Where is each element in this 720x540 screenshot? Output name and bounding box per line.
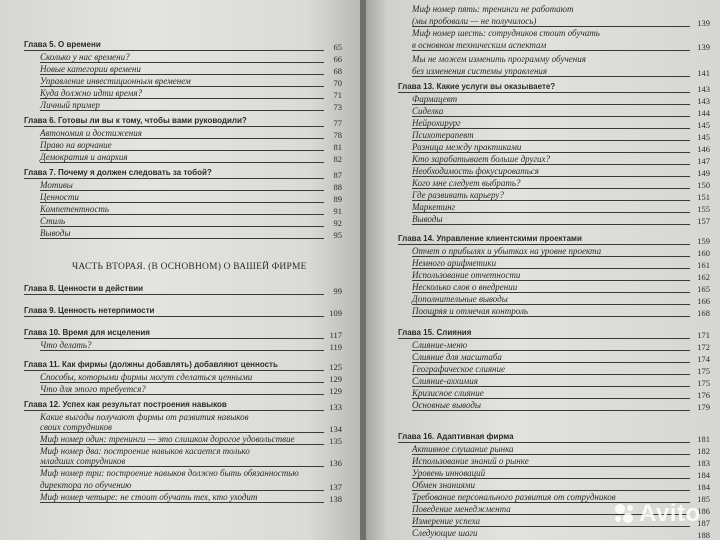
toc-item: Фармацевт [412, 94, 458, 104]
page-number: 143 [697, 84, 710, 94]
toc-item: Измерение успеха [412, 516, 480, 526]
toc-item-cont: в основном техническим аспектам [412, 40, 547, 50]
leader-line [412, 104, 690, 105]
page-number: 179 [697, 402, 710, 412]
page-number: 159 [697, 236, 710, 246]
page-number: 171 [697, 330, 710, 340]
page-number: 145 [697, 120, 710, 130]
page-number: 99 [333, 286, 342, 296]
toc-item: Управление инвестиционным временем [40, 76, 191, 86]
page-number: 134 [329, 424, 342, 434]
toc-item: Миф номер шесть: сотрудников стоит обучать [412, 28, 600, 38]
leader-line [24, 338, 324, 339]
leader-line [40, 394, 324, 395]
leader-line [398, 442, 690, 443]
leader-line [40, 444, 324, 445]
toc-item: Обмен знаниями [412, 480, 476, 490]
toc-item: Психотерапевт [412, 130, 474, 140]
avito-watermark [612, 500, 701, 528]
leader-line [40, 490, 324, 491]
page-number: 71 [333, 90, 342, 100]
toc-item: Кто зарабатывает больше других? [412, 154, 551, 164]
page-number: 165 [697, 284, 710, 294]
leader-line [40, 190, 324, 191]
leader-line [40, 466, 324, 467]
leader-line [40, 432, 324, 433]
toc-item-cont: директора по обучению [40, 480, 132, 490]
toc-item: Разница между практиками [412, 142, 522, 152]
page-number: 151 [697, 192, 710, 202]
leader-line [412, 152, 690, 153]
page-number: 175 [697, 378, 710, 388]
toc-item: Где развивать карьеру? [412, 190, 504, 200]
page-number: 129 [329, 386, 342, 396]
leader-line [412, 224, 690, 225]
toc-item: Необходимость фокусироваться [412, 166, 539, 176]
ch9-title: Глава 9. Ценность нетерпимости [24, 306, 155, 315]
leader-line [398, 338, 690, 339]
page-number: 89 [333, 194, 342, 204]
page-number: 155 [697, 204, 710, 214]
ch7-title: Глава 7. Почему я должен следовать за тобой? [24, 168, 212, 177]
leader-line [412, 256, 690, 257]
toc-item: Какие выгоды получают фирмы от развития навыков [40, 412, 249, 422]
toc-item: Право на ворчание [40, 140, 112, 150]
toc-item: Ценности [40, 192, 79, 202]
toc-item: Дополнительные выводы [412, 294, 508, 304]
page-number: 87 [333, 170, 342, 180]
leader-line [412, 304, 690, 305]
page-number: 161 [697, 260, 710, 270]
leader-line [412, 454, 690, 455]
toc-item: Мотивы [40, 180, 73, 190]
leader-line [412, 410, 690, 411]
leader-line [412, 350, 690, 351]
page-number: 147 [697, 156, 710, 166]
toc-item: Поощряя и отмечая контроль [412, 306, 529, 316]
leader-line [412, 386, 690, 387]
page-number: 109 [329, 308, 342, 318]
leader-line [40, 110, 324, 111]
ch5-title: Глава 5. О времени [24, 40, 101, 49]
leader-line [412, 466, 690, 467]
leader-line [40, 162, 324, 163]
leader-line [40, 202, 324, 203]
page-number: 81 [333, 142, 342, 152]
page-number: 175 [697, 366, 710, 376]
leader-line [24, 294, 324, 295]
leader-line [24, 178, 324, 179]
leader-line [412, 50, 690, 51]
toc-item: Географическое слияние [412, 364, 505, 374]
toc-item-cont: своих сотрудников [40, 422, 112, 432]
leader-line [24, 316, 324, 317]
page-number: 157 [697, 216, 710, 226]
toc-item: Сиделка [412, 106, 444, 116]
page-number: 168 [697, 308, 710, 318]
ch11-title: Глава 11. Как фирмы (должны добавлять) добавляют ценность [24, 360, 278, 369]
page-number: 184 [697, 470, 710, 480]
toc-item: Что делать? [40, 340, 92, 350]
page-number: 137 [329, 482, 342, 492]
toc-item: Личный пример [40, 100, 100, 110]
page-number: 139 [697, 18, 710, 28]
page-number: 186 [697, 506, 710, 516]
toc-item: Слияние-аххимия [412, 376, 478, 386]
page-number: 149 [697, 168, 710, 178]
ch12-title: Глава 12. Успех как результат построения навыков [24, 400, 227, 409]
ch16-title: Глава 16. Адаптивная фирма [398, 432, 514, 441]
page-number: 182 [697, 446, 710, 456]
page-number: 117 [329, 330, 342, 340]
page-number: 95 [333, 230, 342, 240]
page-number: 141 [697, 68, 710, 78]
page-number: 160 [697, 248, 710, 258]
toc-item: Автономия и достижения [40, 128, 142, 138]
page-number: 119 [329, 342, 342, 352]
leader-line [412, 188, 690, 189]
leader-line [412, 76, 690, 77]
page-number: 82 [333, 154, 342, 164]
leader-line [40, 214, 324, 215]
avito-logo-icon [612, 501, 636, 525]
leader-line [412, 398, 690, 399]
toc-item: Использование отчетности [412, 270, 521, 280]
page-number: 125 [329, 362, 342, 372]
toc-item: Поведение менеджмента [412, 504, 511, 514]
page-number: 162 [697, 272, 710, 282]
leader-line [40, 62, 324, 63]
page-number: 91 [333, 206, 342, 216]
ch13-title: Глава 13. Какие услуги вы оказываете? [398, 82, 556, 91]
toc-item: Куда должно идти время? [40, 88, 143, 98]
page-number: 73 [333, 102, 342, 112]
leader-line [398, 244, 690, 245]
toc-item: Маркетинг [412, 202, 456, 212]
leader-line [412, 128, 690, 129]
leader-line [40, 350, 324, 351]
leader-line [40, 86, 324, 87]
page-number: 144 [697, 108, 710, 118]
toc-item: Миф номер три: построение навыков должно быть обязанностью [40, 468, 299, 478]
toc-item: Требование персонального развития от сотрудников [412, 492, 616, 502]
leader-line [412, 268, 690, 269]
leader-line [412, 362, 690, 363]
page-number: 145 [697, 132, 710, 142]
page-number: 185 [697, 494, 710, 504]
leader-line [412, 374, 690, 375]
page-number: 129 [329, 374, 342, 384]
page-number: 172 [697, 342, 710, 352]
toc-item: Основные выводы [412, 400, 481, 410]
leader-line [40, 98, 324, 99]
toc-item: Мы не можем изменить программу обучения [412, 54, 586, 64]
leader-line [412, 176, 690, 177]
leader-line [412, 140, 690, 141]
leader-line [40, 238, 324, 239]
page-number: 176 [697, 390, 710, 400]
toc-item: Слияние-меню [412, 340, 468, 350]
leader-line [24, 410, 324, 411]
page-number: 166 [697, 296, 710, 306]
page-number: 139 [697, 42, 710, 52]
toc-item: Миф номер один: тренинги — это слишком дорогое удовольствие [40, 434, 295, 444]
page-number: 78 [333, 130, 342, 140]
leader-line [412, 280, 690, 281]
leader-line [40, 502, 324, 503]
right-page [366, 0, 720, 540]
page-number: 184 [697, 482, 710, 492]
leader-line [24, 50, 324, 51]
part-heading: ЧАСТЬ ВТОРАЯ. (В ОСНОВНОМ) О ВАШЕЙ ФИРМЕ [72, 262, 307, 272]
page-number: 138 [329, 494, 342, 504]
ch6-title: Глава 6. Готовы ли вы к тому, чтобы вами руководили? [24, 116, 247, 125]
toc-item: Что для этого требуется? [40, 384, 146, 394]
toc-item: Компетентность [40, 204, 109, 214]
toc-item-cont: младших сотрудников [40, 456, 126, 466]
ch15-title: Глава 15. Слияния [398, 328, 472, 337]
page-number: 183 [697, 458, 710, 468]
leader-line [398, 92, 690, 93]
page-number: 187 [697, 518, 710, 528]
page-number: 70 [333, 78, 342, 88]
toc-item: Миф номер пять: тренинги не работают [412, 4, 574, 14]
leader-line [24, 370, 324, 371]
toc-item: Использование знаний о рынке [412, 456, 529, 466]
leader-line [40, 382, 324, 383]
leader-line [412, 478, 690, 479]
watermark-text: Avito [639, 500, 701, 527]
toc-item: Способы, которыми фирмы могут сделаться ценными [40, 372, 253, 382]
toc-item-cont: (мы пробовали — не получилось) [412, 16, 537, 26]
page-number: 143 [697, 96, 710, 106]
page-number: 68 [333, 66, 342, 76]
leader-line [40, 226, 324, 227]
leader-line [412, 212, 690, 213]
toc-item: Уровень инноваций [412, 468, 486, 478]
page-number: 88 [333, 182, 342, 192]
toc-item: Миф номер четыре: не стоит обучать тех, кто уходит [40, 492, 258, 502]
leader-line [412, 292, 690, 293]
leader-line [40, 150, 324, 151]
toc-item: Следующие шаги [412, 528, 478, 538]
page-number: 135 [329, 436, 342, 446]
page-number: 65 [333, 42, 342, 52]
leader-line [412, 26, 690, 27]
toc-item: Выводы [412, 214, 443, 224]
toc-item: Сколько у нас времени? [40, 52, 130, 62]
leader-line [40, 74, 324, 75]
ch14-title: Глава 14. Управление клиентскими проектами [398, 234, 582, 243]
leader-line [412, 316, 690, 317]
toc-item: Кого мне следует выбрать? [412, 178, 521, 188]
page-number: 133 [329, 402, 342, 412]
leader-line [412, 200, 690, 201]
ch8-title: Глава 8. Ценности в действии [24, 284, 144, 293]
toc-item: Миф номер два: построение навыков касается только [40, 446, 250, 456]
page-number: 136 [329, 458, 342, 468]
toc-item: Выводы [40, 228, 71, 238]
toc-item: Несколько слов о внедрении [412, 282, 518, 292]
toc-item-cont: без изменения системы управления [412, 66, 548, 76]
toc-item: Нейрохирург [412, 118, 461, 128]
leader-line [412, 490, 690, 491]
toc-item: Активное слушание рынка [412, 444, 514, 454]
page-number: 150 [697, 180, 710, 190]
toc-item: Немного арифметики [412, 258, 497, 268]
toc-item: Демократия и анархия [40, 152, 128, 162]
leader-line [412, 164, 690, 165]
leader-line [40, 138, 324, 139]
ch10-title: Глава 10. Время для исцеления [24, 328, 150, 337]
page-number: 77 [333, 118, 342, 128]
page-number: 188 [697, 530, 710, 540]
toc-item: Новые категории времени [40, 64, 141, 74]
page-number: 174 [697, 354, 710, 364]
toc-item: Отчет о прибылях и убытках на уровне проекта [412, 246, 602, 256]
toc-item: Стиль [40, 216, 66, 226]
page-number: 181 [697, 434, 710, 444]
toc-item: Кризисное слияние [412, 388, 484, 398]
leader-line [412, 116, 690, 117]
page-number: 66 [333, 54, 342, 64]
page-number: 92 [333, 218, 342, 228]
page-number: 146 [697, 144, 710, 154]
toc-item: Слияние для масштаба [412, 352, 502, 362]
leader-line [24, 126, 324, 127]
